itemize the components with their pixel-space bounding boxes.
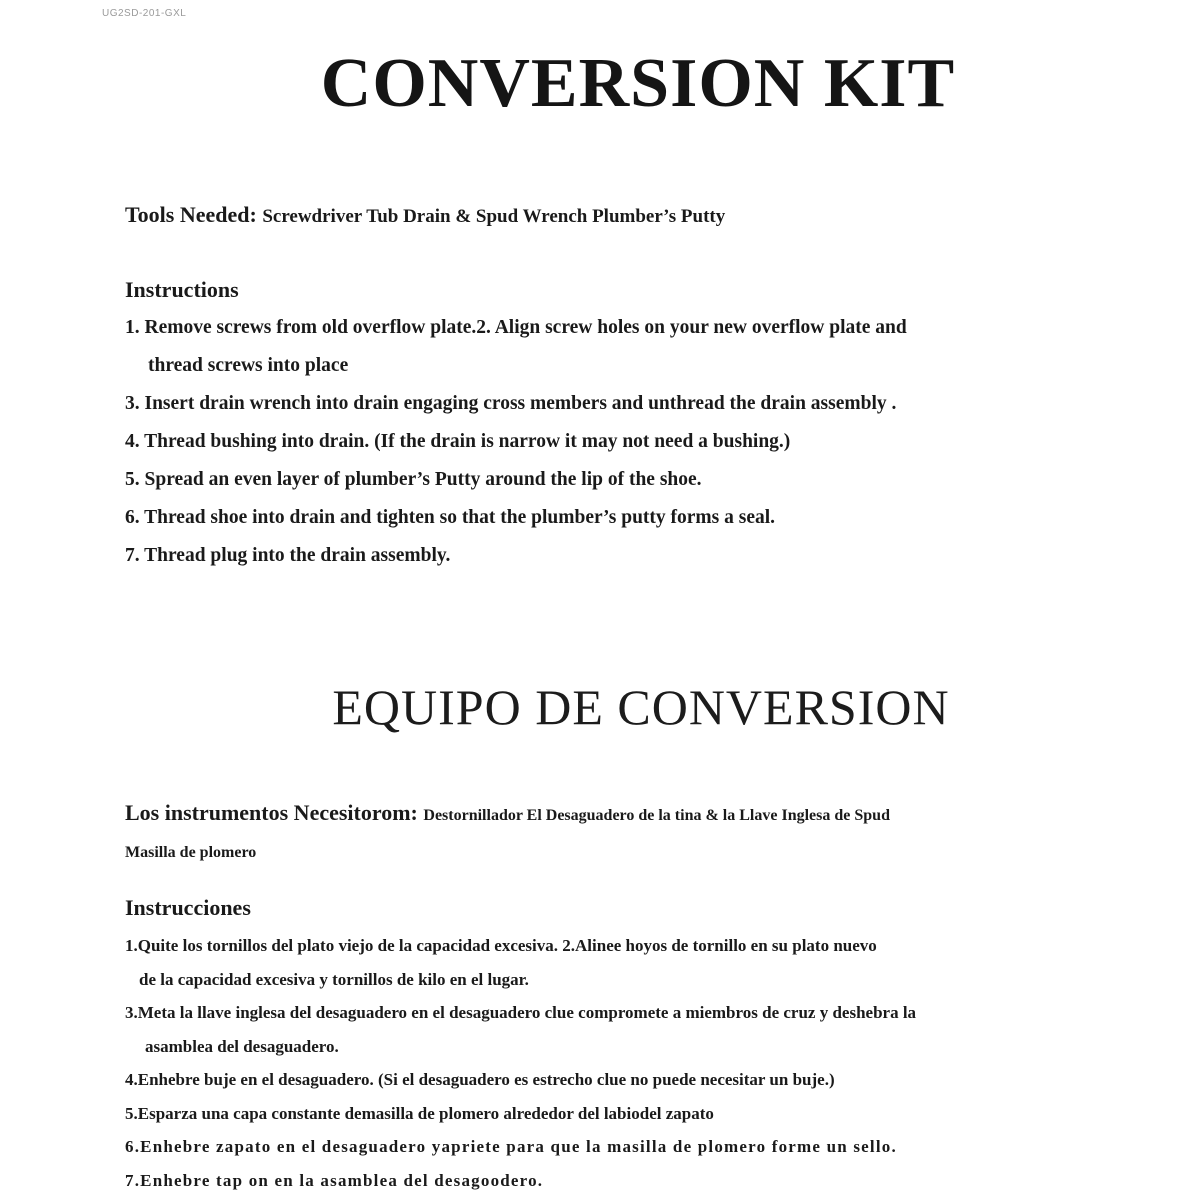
instructions-english — [125, 277, 1105, 575]
instruction-step — [125, 537, 1105, 575]
step-text: 7. Thread plug into the drain assembly. — [125, 545, 451, 566]
instruction-step — [125, 499, 1105, 537]
tools-needed-english — [125, 202, 1105, 228]
step-text: 3.Meta la llave inglesa del desaguadero en el desaguadero clue compromete a miembros de cruz y deshebra la — [125, 1003, 917, 1022]
instructions-heading: Instructions — [125, 277, 239, 302]
instructions-heading: Instrucciones — [125, 895, 251, 920]
step-text: 6. Thread shoe into drain and tighten so that the plumber’s putty forms a seal. — [125, 507, 776, 528]
step-text-continued: thread screws into place — [148, 355, 349, 376]
tools-value: Screwdriver Tub Drain & Spud Wrench Plumber’s Putty — [262, 206, 726, 227]
step-text: 1. Remove screws from old overflow plate.2. Align screw holes on your new overflow plate and — [125, 317, 907, 338]
step-text: 3. Insert drain wrench into drain engaging cross members and unthread the drain assembly . — [125, 393, 897, 414]
step-text: 4. Thread bushing into drain. (If the drain is narrow it may not need a bushing.) — [125, 431, 791, 452]
instruction-step — [125, 1130, 1110, 1164]
instruction-step — [125, 1164, 1110, 1198]
instruction-steps — [125, 309, 1105, 575]
step-text: 7.Enhebre tap on en la asamblea del desagoodero. — [125, 1170, 544, 1190]
instruction-step — [125, 385, 1105, 423]
instruction-step — [125, 929, 1110, 996]
tools-value: Destornillador El Desaguadero de la tina & la Llave Inglesa de Spud — [423, 807, 890, 824]
step-text: 1.Quite los tornillos del plato viejo de la capacidad excesiva. 2.Alinee hoyos de tornillo en su plato nuevo — [125, 936, 877, 955]
instruction-step — [125, 461, 1105, 499]
step-text: 5. Spread an even layer of plumber’s Putty around the lip of the shoe. — [125, 469, 702, 490]
instruction-step — [125, 423, 1105, 461]
instruction-steps — [125, 929, 1110, 1197]
instruction-step — [125, 996, 1110, 1063]
document-code: UG2SD-201-GXL — [102, 8, 187, 19]
tools-needed-spanish — [125, 796, 1105, 870]
instruction-step — [125, 1063, 1110, 1097]
title-spanish: EQUIPO DE CONVERSION — [332, 679, 950, 735]
instructions-spanish — [125, 895, 1110, 1197]
step-text-continued: asamblea del desaguadero. — [145, 1036, 339, 1056]
step-text: 5.Esparza una capa constante demasilla de plomero alrededor del labiodel zapato — [125, 1103, 714, 1123]
tools-label: Tools Needed: — [125, 202, 257, 227]
instruction-step — [125, 1097, 1110, 1131]
tools-value-continued: Masilla de plomero — [125, 844, 257, 861]
step-text: 4.Enhebre buje en el desaguadero. (Si el desaguadero es estrecho clue no puede necesitar un buje.) — [125, 1070, 835, 1089]
step-text-continued: de la capacidad excesiva y tornillos de kilo en el lugar. — [139, 969, 529, 989]
title-english: CONVERSION KIT — [320, 45, 956, 122]
step-text: 6.Enhebre zapato en el desaguadero yapriete para que la masilla de plomero forme un sello. — [125, 1137, 897, 1156]
instruction-step — [125, 309, 1105, 385]
tools-label: Los instrumentos Necesitorom: — [125, 800, 418, 825]
